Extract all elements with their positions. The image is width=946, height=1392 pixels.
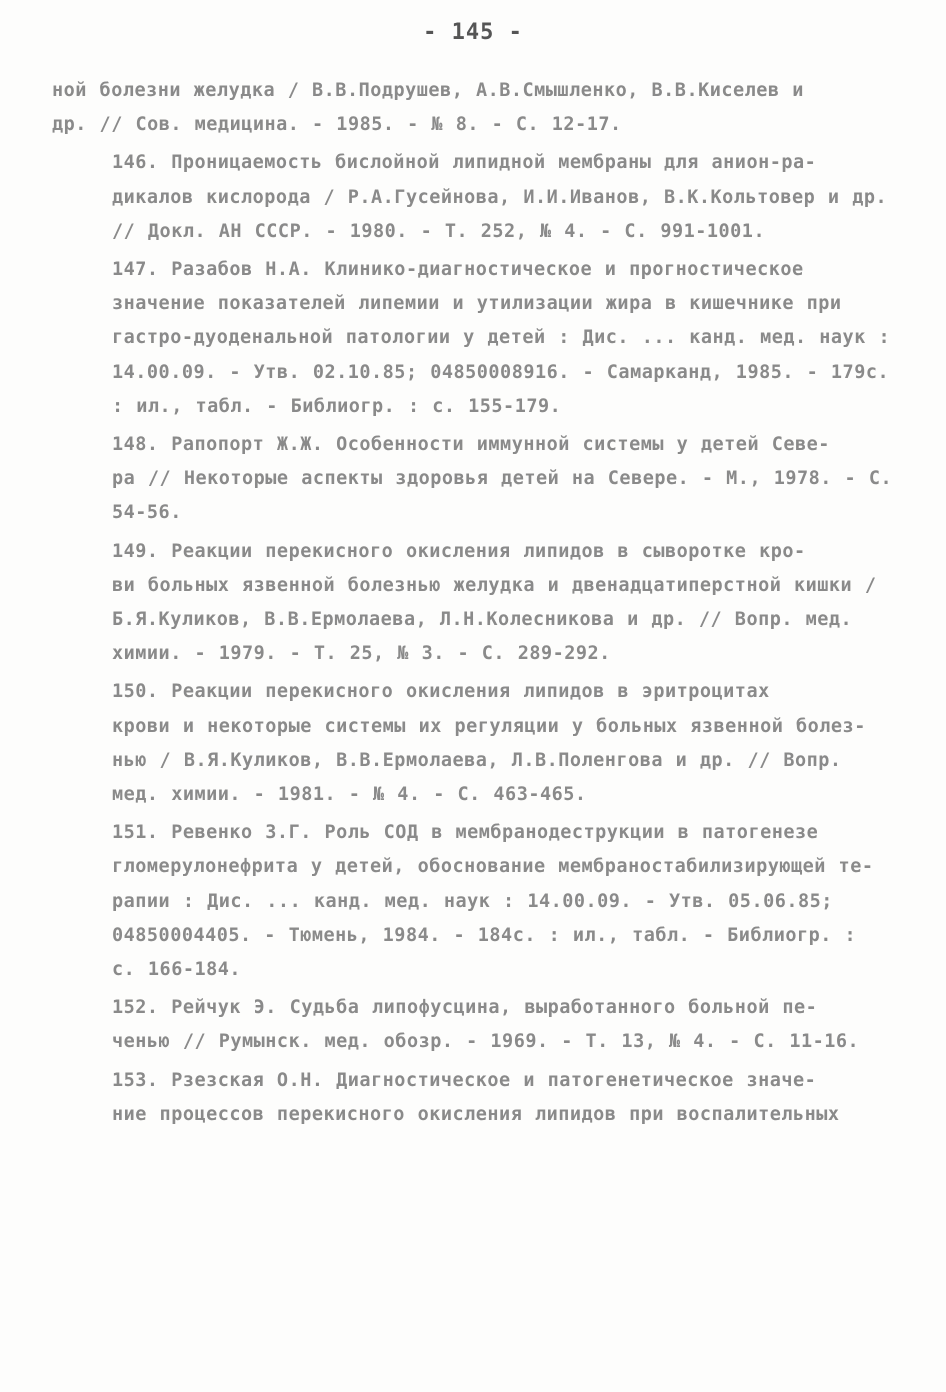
text-line: 14.00.09. - Утв. 02.10.85; 04850008916. - Самарканд, 1985. - 179с. [112,361,890,383]
text-line: дикалов кислорода / Р.А.Гусейнова, И.И.Иванов, В.К.Кольтовер и др. [112,186,888,208]
text-line: 54-56. [112,502,182,524]
text-line: 147. Разабов Н.А. Клинико-диагностическое и прогностическое [112,259,804,281]
text-line: 146. Проницаемость бислойной липидной мембраны для анион-ра- [112,152,817,174]
text-line: др. // Сов. медицина. - 1985. - № 8. - С. 12-17. [52,114,622,136]
text-line: 151. Ревенко З.Г. Роль СОД в мембранодеструкции в патогенезе [112,822,819,844]
reference-147 [52,253,902,424]
page-number: - 145 - [423,20,523,45]
text-line: 153. Рзезская О.Н. Диагностическое и патогенетическое значе- [112,1069,817,1091]
text-line: Б.Я.Куликов, В.В.Ермолаева, Л.Н.Колесникова и др. // Вопр. мед. [112,609,853,631]
text-line: ченью // Румынск. мед. обозр. - 1969. - Т. 13, № 4. - С. 11-16. [112,1031,860,1053]
text-line: гастро-дуоденальной патологии у детей : Дис. ... канд. мед. наук : [112,327,891,349]
text-line: ви больных язвенной болезнью желудка и двенадцатиперстной кишки / [112,574,877,596]
text-line: мед. химии. - 1981. - № 4. - С. 463-465. [112,784,587,806]
text-line: // Докл. АН СССР. - 1980. - Т. 252, № 4. - С. 991-1001. [112,220,766,242]
text-line: гломерулонефрита у детей, обоснование мембраностабилизирующей те- [112,856,874,878]
reference-150 [52,675,902,812]
text-line: 152. Рейчук Э. Судьба липофусцина, выработанного больной пе- [112,997,818,1019]
reference-153 [52,1064,902,1132]
text-line: с. 166-184. [112,959,242,981]
text-line: химии. - 1979. - Т. 25, № 3. - С. 289-292. [112,643,611,665]
reference-148 [52,428,902,531]
text-line: 148. Рапопорт Ж.Ж. Особенности иммунной системы у детей Севе- [112,434,830,456]
reference-146 [52,146,902,249]
text-line: : ил., табл. - Библиогр. : с. 155-179. [112,395,562,417]
text-line: значение показателей липемии и утилизации жира в кишечнике при [112,293,842,315]
text-line: ние процессов перекисного окисления липидов при воспалительных [112,1103,840,1125]
reference-151 [52,816,902,987]
text-line: ра // Некоторые аспекты здоровья детей на Севере. - М., 1978. - С. [112,468,893,490]
text-line: ной болезни желудка / В.В.Подрушев, А.В.Смышленко, В.В.Киселев и [52,80,804,101]
text-line: рапии : Дис. ... канд. мед. наук : 14.00.09. - Утв. 05.06.85; [112,890,833,912]
reference-152 [52,991,902,1059]
reference-149 [52,535,902,672]
text-line: 150. Реакции перекисного окисления липидов в эритроцитах [112,681,770,703]
continuation-paragraph [52,74,902,142]
text-line: 04850004405. - Тюмень, 1984. - 184с. : ил., табл. - Библиогр. : [112,924,857,946]
text-line: нью / В.Я.Куликов, В.В.Ермолаева, Л.В.Поленгова и др. // Вопр. [112,749,842,771]
text-line: крови и некоторые системы их регуляции у больных язвенной болез- [112,715,866,737]
bibliography-text [52,74,902,1136]
text-line: 149. Реакции перекисного окисления липидов в сыворотке кро- [112,540,806,562]
